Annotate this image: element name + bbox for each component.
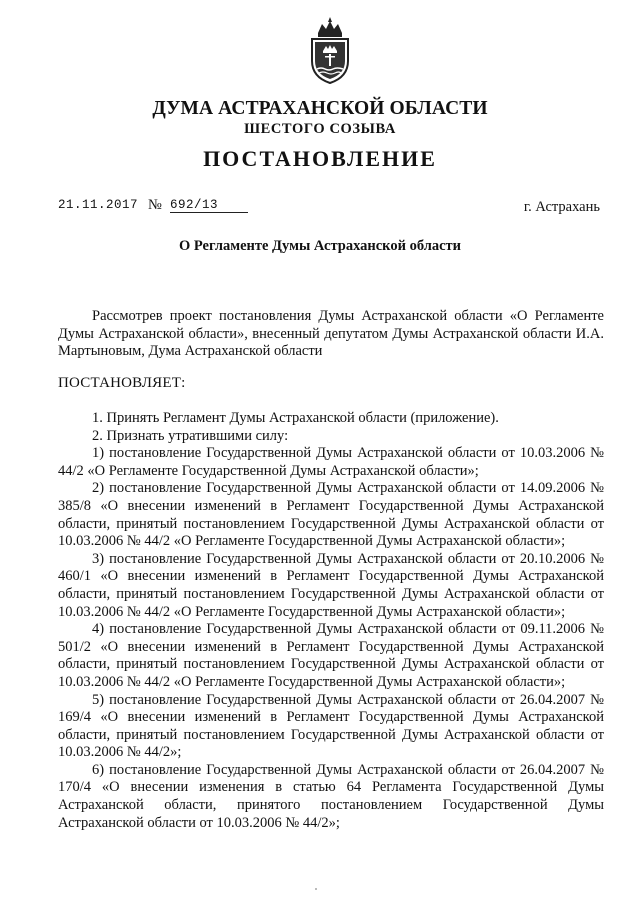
document-date: 21.11.2017	[58, 198, 139, 212]
list-item: 1) постановление Государственной Думы Астраханской области от 10.03.2006 № 44/2 «О Регламенте Государственной Думы Астраханской области»;	[58, 445, 604, 479]
document-city: г. Астрахань	[523, 199, 600, 215]
document-number: 692/13	[170, 198, 248, 213]
list-item: 2) постановление Государственной Думы Астраханской области от 14.09.2006 № 385/8 «О внесении изменений в Регламент Государственной Думы Астраханской области, принятый постановлением Государственной Думы Астраханской области от 10.03.2006 № 44/2 «О Регламенте Государственной Думы Астраханской области»;	[58, 480, 604, 550]
list-item: 6) постановление Государственной Думы Астраханской области от 26.04.2007 № 170/4 «О внесении изменения в статью 64 Регламента Государственной Думы Астраханской области, принятого постановлением Государственной Думы Астраханской области от 10.03.2006 № 44/2»;	[58, 761, 604, 831]
resolves-heading: ПОСТАНОВЛЯЕТ:	[58, 375, 186, 391]
organization-name: ДУМА АСТРАХАНСКОЙ ОБЛАСТИ	[152, 98, 488, 119]
document-type: ПОСТАНОВЛЕНИЕ	[203, 146, 437, 171]
list-item: 2. Признать утратившими силу:	[92, 427, 289, 444]
intro-paragraph	[58, 308, 604, 361]
list-item: 4) постановление Государственной Думы Астраханской области от 09.11.2006 № 501/2 «О внесении изменений в Регламент Государственной Думы Астраханской области, принятый постановлением Государственной Думы Астраханской области от 10.03.2006 № 44/2 «О Регламенте Государственной Думы Астраханской области»;	[58, 621, 604, 690]
number-sign: №	[148, 197, 162, 213]
convocation: ШЕСТОГО СОЗЫВА	[244, 121, 396, 137]
list-item: 1. Принять Регламент Думы Астраханской области (приложение).	[92, 410, 499, 426]
astrakhan-coat-of-arms-icon	[300, 15, 360, 87]
list-item: 3) постановление Государственной Думы Астраханской области от 20.10.2006 № 460/1 «О внесении изменений в Регламент Государственной Думы Астраханской области, принятый постановлением Государственной Думы Астраханской области от 10.03.2006 № 44/2 «О Регламенте Государственной Думы Астраханской области»;	[58, 550, 604, 620]
document-subject: О Регламенте Думы Астраханской области	[178, 238, 462, 254]
intro-text: Рассмотрев проект постановления Думы Астраханской области «О Регламенте Думы Астраханской области», внесенный депутатом Думы Астраханской области И.А. Мартыновым, Дума Астраханской области	[58, 308, 604, 360]
resolution-items	[58, 410, 604, 832]
list-item: 5) постановление Государственной Думы Астраханской области от 26.04.2007 № 169/4 «О внесении изменений в Регламент Государственной Думы Астраханской области, принятый постановлением Государственной Думы Астраханской области от 10.03.2006 № 44/2»;	[58, 691, 604, 761]
scan-speck	[315, 888, 317, 890]
